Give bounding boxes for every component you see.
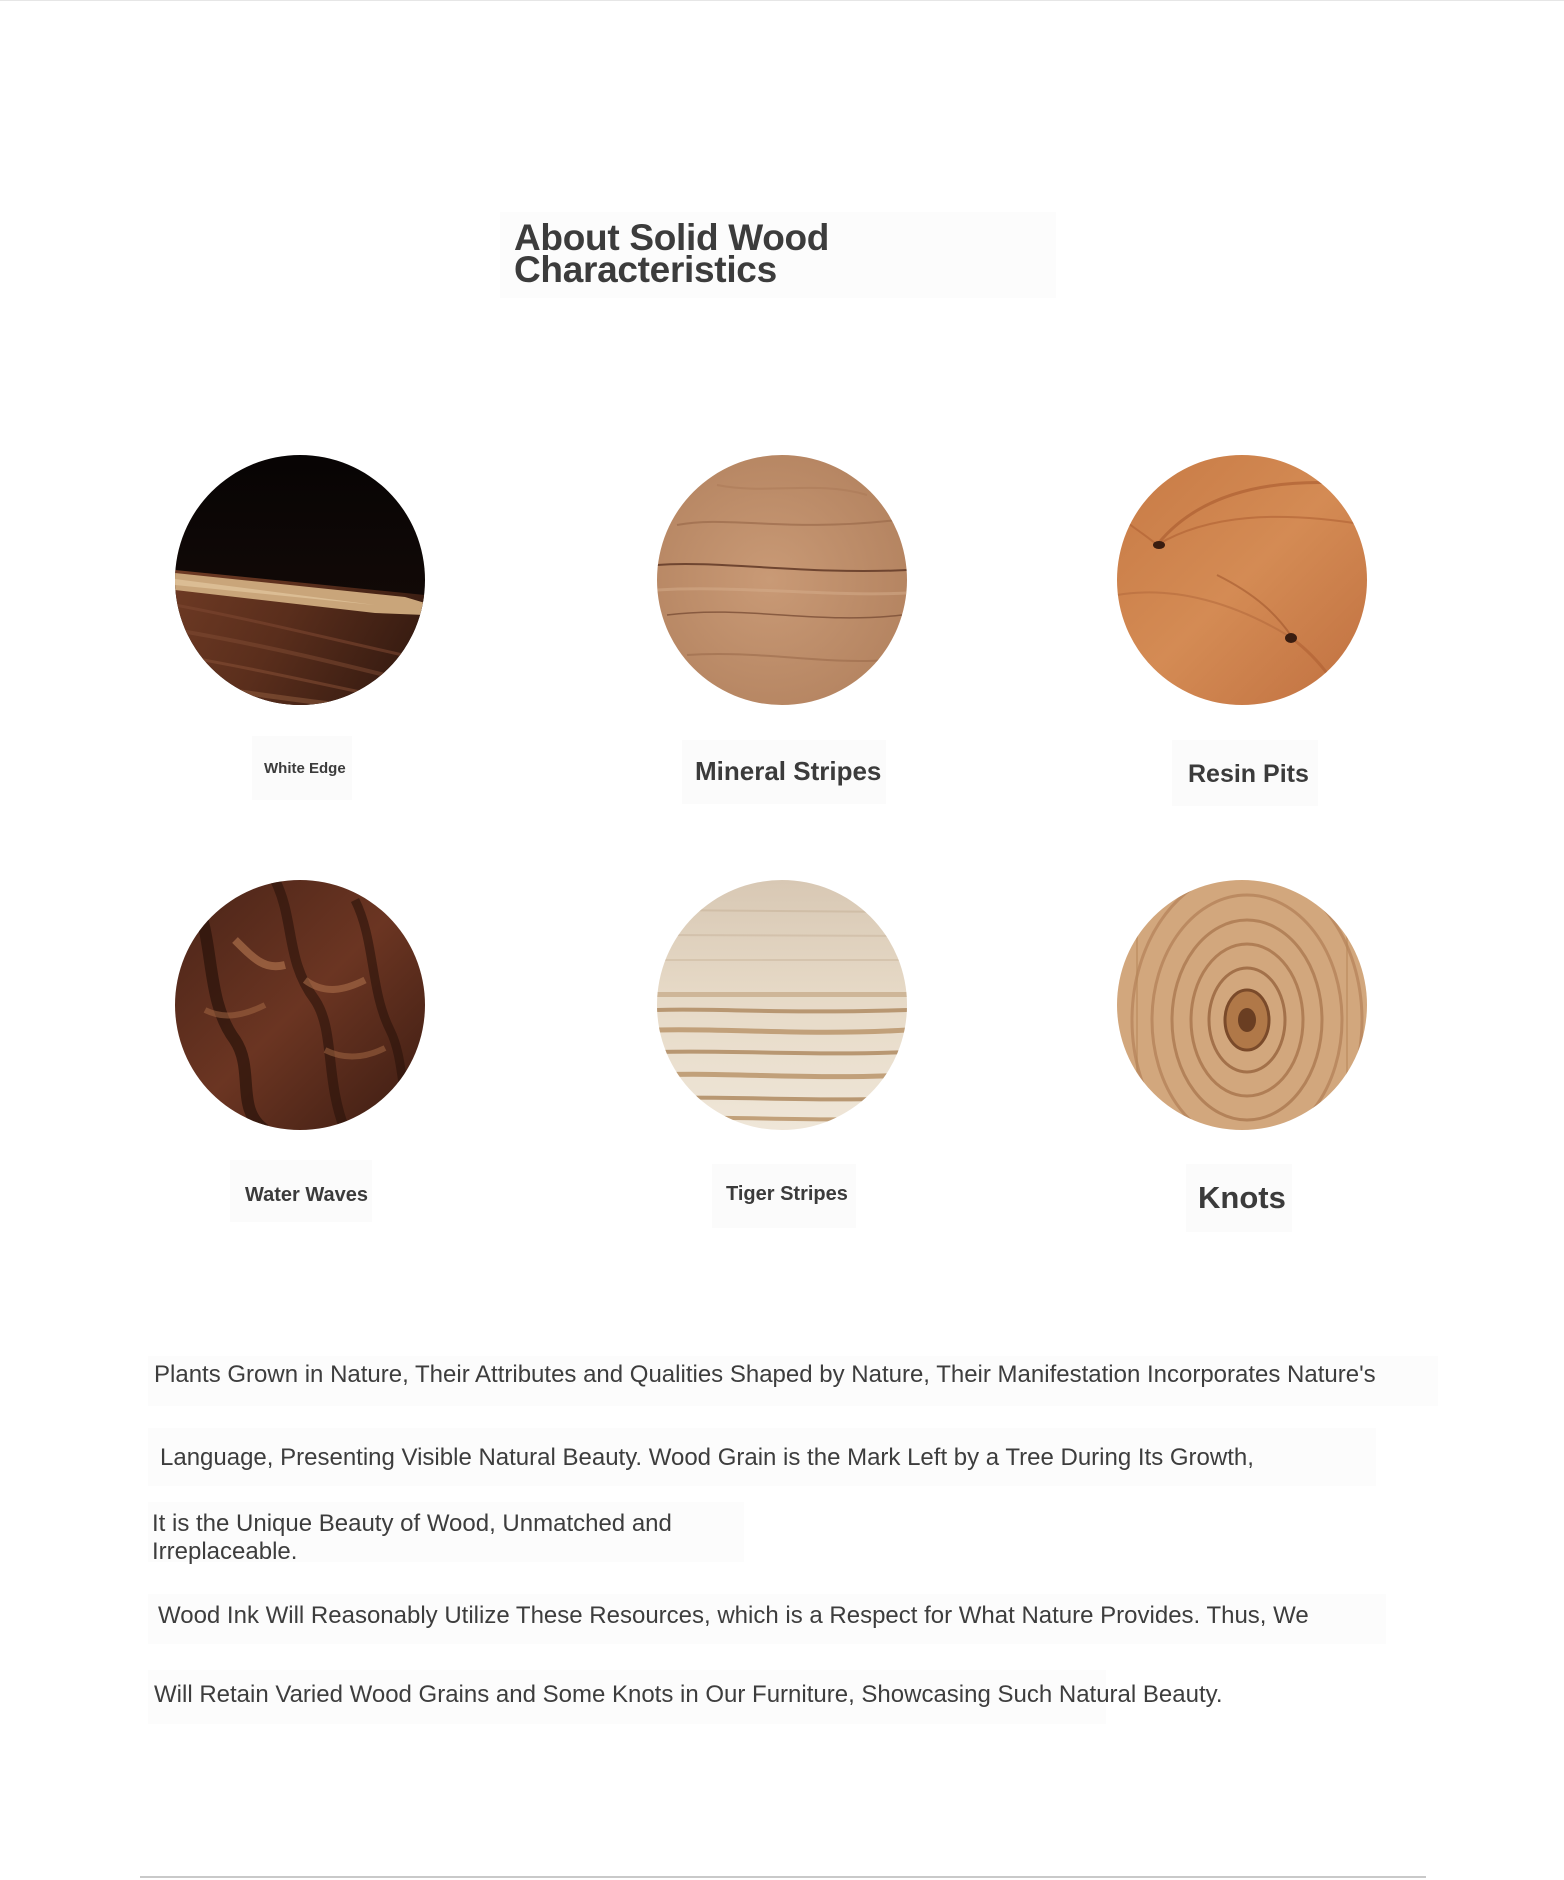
bottom-divider xyxy=(140,1876,1426,1878)
water-waves-texture xyxy=(175,880,425,1130)
knots-label: Knots xyxy=(1198,1180,1286,1215)
paragraph-line-1: Plants Grown in Nature, Their Attributes and Qualities Shaped by Nature, Their Manifestation Incorporates Nature's xyxy=(154,1361,1376,1388)
tiger-stripes-wood-image xyxy=(657,880,907,1130)
tiger-stripes-texture xyxy=(657,880,907,1130)
knots-texture xyxy=(1117,880,1367,1130)
mineral-stripes-texture xyxy=(657,455,907,705)
paragraph-line-4: Wood Ink Will Reasonably Utilize These Resources, which is a Respect for What Nature Provides. Thus, We xyxy=(158,1602,1309,1629)
white-edge-texture xyxy=(175,455,425,705)
resin-pits-wood-image xyxy=(1117,455,1367,705)
resin-pits-label: Resin Pits xyxy=(1188,760,1309,788)
water-waves-wood-image xyxy=(175,880,425,1130)
knots-wood-image xyxy=(1117,880,1367,1130)
page-title xyxy=(514,217,1034,290)
tiger-stripes-label: Tiger Stripes xyxy=(726,1183,848,1205)
paragraph-line-5: Will Retain Varied Wood Grains and Some Knots in Our Furniture, Showcasing Such Natural Beauty. xyxy=(154,1681,1223,1708)
paragraph-line-2: Language, Presenting Visible Natural Beauty. Wood Grain is the Mark Left by a Tree During Its Growth, xyxy=(160,1444,1254,1471)
water-waves-label: Water Waves xyxy=(245,1184,369,1206)
top-divider xyxy=(0,0,1564,1)
resin-pits-texture xyxy=(1117,455,1367,705)
page-title-line-1: About Solid Wood xyxy=(514,217,830,258)
paragraph-line-3a: It is the Unique Beauty of Wood, Unmatched and xyxy=(152,1510,672,1537)
paragraph-line-3b: Irreplaceable. xyxy=(152,1538,298,1565)
page-title-line-2: Characteristics xyxy=(514,249,777,290)
white-edge-label: White Edge xyxy=(264,760,346,777)
mineral-stripes-wood-image xyxy=(657,455,907,705)
mineral-stripes-label: Mineral Stripes xyxy=(695,756,882,786)
white-edge-wood-image xyxy=(175,455,425,705)
